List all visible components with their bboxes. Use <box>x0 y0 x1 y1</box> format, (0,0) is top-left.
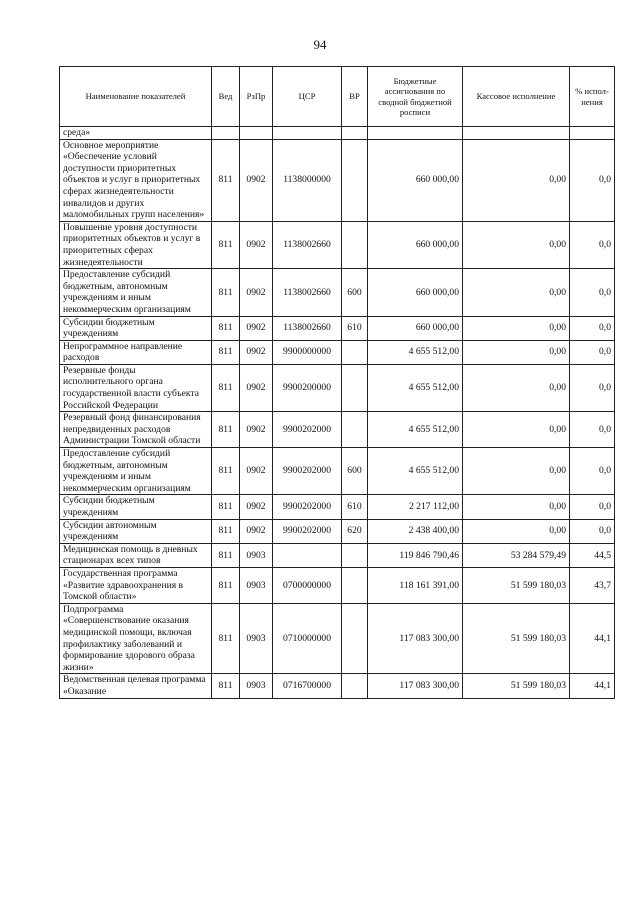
cell-executed <box>463 127 570 140</box>
table-row <box>60 448 615 495</box>
table-row <box>60 674 615 698</box>
cell-percent: 44,1 <box>570 603 615 674</box>
cell-executed: 53 284 579,49 <box>463 543 570 567</box>
cell-percent: 0,0 <box>570 495 615 519</box>
cell-name: Повышение уровня доступности приоритетных объектов и услуг в приоритетных сферах жизнедеятельности <box>60 221 212 268</box>
cell-ved: 811 <box>212 519 240 543</box>
cell-executed: 0,00 <box>463 519 570 543</box>
cell-assigned: 660 000,00 <box>368 139 463 221</box>
cell-csr: 9900202000 <box>273 495 342 519</box>
table-body <box>60 127 615 699</box>
cell-csr: 9900000000 <box>273 340 342 364</box>
cell-rzpr: 0902 <box>240 340 273 364</box>
cell-rzpr: 0902 <box>240 412 273 448</box>
cell-assigned: 117 083 300,00 <box>368 674 463 698</box>
table-row <box>60 519 615 543</box>
table-row <box>60 495 615 519</box>
cell-csr: 9900202000 <box>273 519 342 543</box>
cell-vr <box>342 543 368 567</box>
cell-executed: 0,00 <box>463 139 570 221</box>
cell-vr: 600 <box>342 269 368 316</box>
cell-rzpr: 0902 <box>240 519 273 543</box>
cell-rzpr: 0902 <box>240 316 273 340</box>
cell-assigned: 4 655 512,00 <box>368 448 463 495</box>
cell-ved: 811 <box>212 448 240 495</box>
cell-csr <box>273 127 342 140</box>
cell-percent: 44,5 <box>570 543 615 567</box>
cell-vr <box>342 127 368 140</box>
cell-vr: 610 <box>342 316 368 340</box>
cell-executed: 0,00 <box>463 412 570 448</box>
cell-assigned: 660 000,00 <box>368 269 463 316</box>
cell-csr <box>273 543 342 567</box>
cell-ved: 811 <box>212 674 240 698</box>
table-row <box>60 139 615 221</box>
table-row <box>60 543 615 567</box>
cell-name: Предоставление субсидий бюджетным, автономным учреждениям и иным некоммерческим организациям <box>60 269 212 316</box>
cell-assigned <box>368 127 463 140</box>
cell-csr: 1138002660 <box>273 269 342 316</box>
cell-assigned: 118 161 391,00 <box>368 567 463 603</box>
cell-ved: 811 <box>212 495 240 519</box>
cell-vr <box>342 340 368 364</box>
header-csr: ЦСР <box>273 67 342 127</box>
table-row <box>60 603 615 674</box>
cell-name: Предоставление субсидий бюджетным, автономным учреждениям и иным некоммерческим организациям <box>60 448 212 495</box>
cell-rzpr: 0903 <box>240 567 273 603</box>
cell-name: Резервные фонды исполнительного органа государственной власти субъекта Российской Федерации <box>60 364 212 411</box>
cell-percent: 0,0 <box>570 139 615 221</box>
cell-name: Основное мероприятие «Обеспечение условий доступности приоритетных объектов и услуг в приоритетных сферах жизнедеятельности инвалидов и других маломобильных групп населения» <box>60 139 212 221</box>
cell-csr: 1138002660 <box>273 221 342 268</box>
table-row <box>60 221 615 268</box>
cell-vr: 610 <box>342 495 368 519</box>
cell-name: Субсидии бюджетным учреждениям <box>60 495 212 519</box>
cell-percent: 0,0 <box>570 412 615 448</box>
cell-csr: 0700000000 <box>273 567 342 603</box>
cell-ved: 811 <box>212 340 240 364</box>
cell-name: Подпрограмма «Совершенствование оказания медицинской помощи, включая профилактику заболеваний и формирование здорового образа жизни» <box>60 603 212 674</box>
cell-name: Субсидии автономным учреждениям <box>60 519 212 543</box>
header-name: Наименование показателей <box>60 67 212 127</box>
cell-ved: 811 <box>212 139 240 221</box>
cell-csr: 9900200000 <box>273 364 342 411</box>
cell-rzpr: 0902 <box>240 221 273 268</box>
cell-vr <box>342 139 368 221</box>
header-vr: ВР <box>342 67 368 127</box>
budget-table <box>59 66 615 699</box>
cell-assigned: 117 083 300,00 <box>368 603 463 674</box>
cell-csr: 0716700000 <box>273 674 342 698</box>
cell-ved: 811 <box>212 269 240 316</box>
cell-executed: 0,00 <box>463 448 570 495</box>
cell-executed: 51 599 180,03 <box>463 603 570 674</box>
cell-executed: 0,00 <box>463 316 570 340</box>
cell-executed: 0,00 <box>463 495 570 519</box>
header-ved: Вед <box>212 67 240 127</box>
cell-vr: 600 <box>342 448 368 495</box>
table-row <box>60 269 615 316</box>
cell-name: Медицинская помощь в дневных стационарах всех типов <box>60 543 212 567</box>
header-executed: Кассовое исполнение <box>463 67 570 127</box>
cell-csr: 1138002660 <box>273 316 342 340</box>
cell-assigned: 119 846 790,46 <box>368 543 463 567</box>
page-number: 94 <box>313 37 327 52</box>
cell-percent: 0,0 <box>570 269 615 316</box>
cell-vr <box>342 364 368 411</box>
table-row <box>60 567 615 603</box>
table-row <box>60 340 615 364</box>
cell-percent: 0,0 <box>570 221 615 268</box>
cell-executed: 0,00 <box>463 340 570 364</box>
cell-ved: 811 <box>212 543 240 567</box>
cell-rzpr <box>240 127 273 140</box>
cell-assigned: 660 000,00 <box>368 221 463 268</box>
table-row <box>60 412 615 448</box>
cell-name: Непрограммное направление расходов <box>60 340 212 364</box>
cell-assigned: 4 655 512,00 <box>368 340 463 364</box>
cell-vr <box>342 674 368 698</box>
header-percent: % испол-нения <box>570 67 615 127</box>
cell-ved <box>212 127 240 140</box>
cell-percent: 0,0 <box>570 448 615 495</box>
cell-percent <box>570 127 615 140</box>
cell-percent: 0,0 <box>570 340 615 364</box>
cell-executed: 0,00 <box>463 364 570 411</box>
cell-assigned: 2 217 112,00 <box>368 495 463 519</box>
cell-vr <box>342 221 368 268</box>
cell-executed: 0,00 <box>463 269 570 316</box>
cell-csr: 9900202000 <box>273 412 342 448</box>
cell-vr: 620 <box>342 519 368 543</box>
table-row <box>60 316 615 340</box>
cell-rzpr: 0903 <box>240 543 273 567</box>
table-row <box>60 364 615 411</box>
cell-percent: 0,0 <box>570 316 615 340</box>
cell-executed: 51 599 180,03 <box>463 674 570 698</box>
cell-percent: 0,0 <box>570 364 615 411</box>
cell-percent: 43,7 <box>570 567 615 603</box>
table-row <box>60 127 615 140</box>
cell-csr: 0710000000 <box>273 603 342 674</box>
cell-vr <box>342 412 368 448</box>
cell-ved: 811 <box>212 412 240 448</box>
cell-name: Государственная программа «Развитие здравоохранения в Томской области» <box>60 567 212 603</box>
cell-executed: 51 599 180,03 <box>463 567 570 603</box>
cell-rzpr: 0903 <box>240 603 273 674</box>
cell-name: среда» <box>60 127 212 140</box>
cell-rzpr: 0903 <box>240 674 273 698</box>
cell-assigned: 2 438 400,00 <box>368 519 463 543</box>
table-header-row <box>60 67 615 127</box>
cell-rzpr: 0902 <box>240 139 273 221</box>
cell-csr: 9900202000 <box>273 448 342 495</box>
cell-rzpr: 0902 <box>240 364 273 411</box>
cell-ved: 811 <box>212 364 240 411</box>
cell-assigned: 4 655 512,00 <box>368 364 463 411</box>
cell-assigned: 660 000,00 <box>368 316 463 340</box>
cell-name: Резервный фонд финансирования непредвиденных расходов Администрации Томской области <box>60 412 212 448</box>
cell-name: Субсидии бюджетным учреждениям <box>60 316 212 340</box>
cell-executed: 0,00 <box>463 221 570 268</box>
cell-ved: 811 <box>212 603 240 674</box>
header-rzpr: РзПр <box>240 67 273 127</box>
cell-vr <box>342 603 368 674</box>
cell-name: Ведомственная целевая программа «Оказание <box>60 674 212 698</box>
cell-rzpr: 0902 <box>240 495 273 519</box>
cell-ved: 811 <box>212 567 240 603</box>
cell-rzpr: 0902 <box>240 269 273 316</box>
cell-vr <box>342 567 368 603</box>
cell-percent: 44,1 <box>570 674 615 698</box>
cell-csr: 1138000000 <box>273 139 342 221</box>
cell-ved: 811 <box>212 221 240 268</box>
cell-assigned: 4 655 512,00 <box>368 412 463 448</box>
cell-rzpr: 0902 <box>240 448 273 495</box>
cell-ved: 811 <box>212 316 240 340</box>
header-assigned: Бюджетные ассигнования по сводной бюджетной росписи <box>368 67 463 127</box>
cell-percent: 0,0 <box>570 519 615 543</box>
